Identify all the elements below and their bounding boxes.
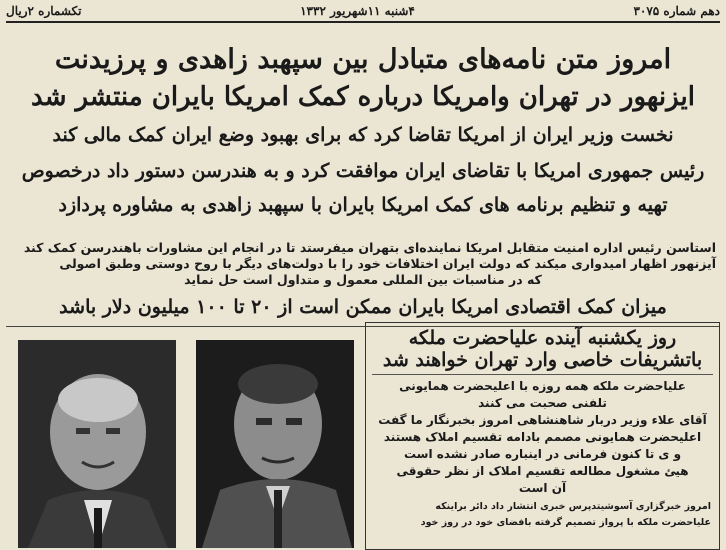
box-small-line-1: امروز خبرگزاری آسوشیتدپرس خبری انتشار داد دائر براینکه [435, 501, 711, 512]
photo-right-portrait [196, 340, 354, 548]
issue-date: ۴شنبه ۱۱شهریور ۱۳۳۲ [300, 4, 415, 18]
box-line-5: و ی تا کنون فرمانی در اینباره صادر نشده است [403, 447, 682, 461]
headline-2: ایزنهور در تهران وامریکا درباره کمک امریکا بایران منتشر شد [31, 82, 695, 112]
box-line-1: علیاحضرت ملکه همه روزه با اعلیحضرت همایونی [399, 379, 686, 393]
summary-line-1: استاسن رئیس اداره امنیت متقابل امریکا نماینده‌ای بتهران میفرستد تا در انجام این مشاورات باهندرسن کمک کند [23, 240, 716, 255]
issue-price: تکشماره ۲ریال [6, 4, 82, 18]
box-line-2: تلفنی صحبت می کنند [478, 396, 607, 410]
headline-1: امروز متن نامه‌های متبادل بین سپهبد زاهدی و پرزیدنت [54, 44, 672, 75]
summary-line-3: که در مناسبات بین المللی معمول و متداول است حل نماید [184, 272, 542, 287]
queen-news-box [365, 322, 720, 550]
box-line-6: هیئ مشغول مطالعه تقسیم املاک از نظر حقوقی [396, 464, 689, 478]
headline-5: تهیه و تنظیم برنامه های کمک امریکا بایران با سپهبد زاهدی به مشاوره پردازد [58, 194, 668, 216]
headline-3: نخست وزیر ایران از امریکا تقاضا کرد که برای بهبود وضع ایران کمک مالی کند [52, 124, 674, 146]
box-line-4: اعلیحضرت همایونی مصمم بادامه تقسیم املاک هستند [383, 430, 702, 444]
box-small-line-2: علیاحضرت ملکه با پرواز تصمیم گرفته بافضای خود در روز خود [420, 517, 711, 528]
headline-4: رئیس جمهوری امریکا با تقاضای ایران موافقت کرد و به هندرسن دستور داد درخصوص [21, 160, 705, 182]
photo-left-portrait [18, 340, 176, 548]
box-title-1: روز یکشنبه آینده علیاحضرت ملکه [408, 327, 677, 349]
portrait-left-image [18, 340, 176, 548]
summary-line-2: آیزنهور اظهار امیدواری میکند که دولت ایران اختلافات خود را با دولت‌های دیگر با روح دوستی وطبق اصولی [59, 256, 716, 271]
box-title-2: باتشریفات خاصی وارد تهران خواهند شد [382, 349, 703, 371]
portrait-right-image [196, 340, 354, 548]
box-line-7: آن است [518, 481, 567, 495]
masthead-rule [6, 21, 720, 23]
article-summary [10, 240, 716, 288]
box-line-3: آقای علاء وزیر دربار شاهنشاهی امروز بخبرنگار ما گفت [378, 413, 707, 427]
box-divider [372, 374, 713, 375]
masthead [6, 2, 720, 20]
headline-6: میزان کمک اقتصادی امریکا بایران ممکن است از ۲۰ تا ۱۰۰ میلیون دلار باشد [59, 296, 667, 318]
issue-number: دهم شماره ۳۰۷۵ [633, 4, 720, 18]
